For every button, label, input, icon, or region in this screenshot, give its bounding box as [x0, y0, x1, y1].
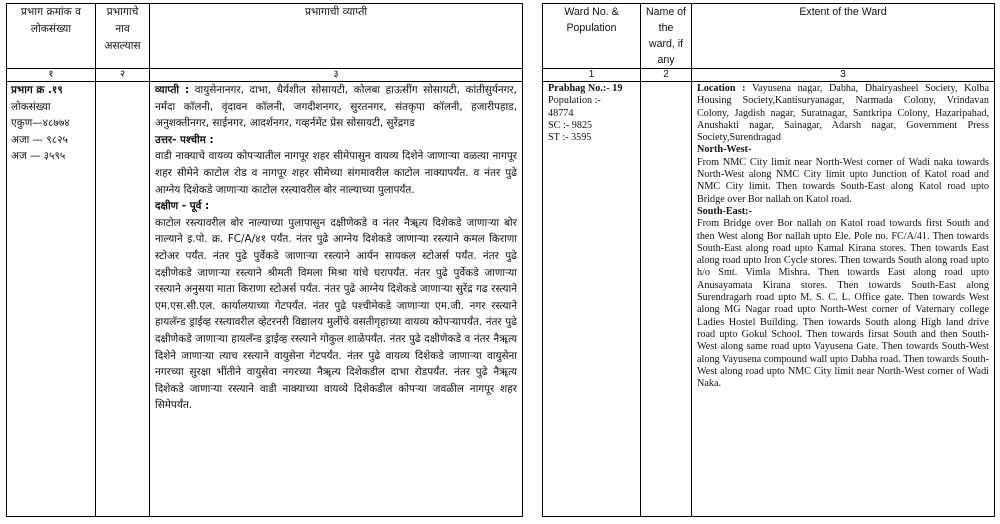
population-sc-mr: अजा — ९८२५	[11, 133, 68, 146]
col-number-1-en: 1	[543, 69, 641, 82]
extent-label-mr: व्याप्ती :	[155, 84, 190, 96]
population-st-mr: अज — ३५९५	[11, 150, 66, 163]
col-number-2-mr: २	[96, 69, 150, 82]
south-east-text-mr: काटोल रस्त्यावरील बोर नाल्याच्या पुलापासुन दक्षीणेकडे व नंतर नैॠत्य दिशेकडे जाणाऱ्या बोर नाल्याने इ.पो. क्र. FC/A/४१ पर्यंत. नंतर पुढे आग्नेय दिशेकडे जाणाऱ्या रस्त्याने कमल किराणा स्टोअर पर्यंत. नंतर पुढे पुर्वेकडे जाणाऱ्या रस्त्याने आर्यन सायकल स्टोअर्स पर्यंत. नंतर पुढे दक्षीणेकडे जाणाऱ्या रस्त्याने श्रीमती विमला मिश्रा यांचे घरापर्यंत. नंतर पुढे पुर्वेकडे जाणाऱ्या रस्त्याने अनुसया माता किराणा स्टोअर्स पर्यंत. नंतर पुढे आग्नेय दिशेकडे जाणाऱ्या सुरेंद्र गढ रस्त्याने एम.एस.सी.एल. कार्यालयाच्या गेटपर्यंत. नंतर पुढे पश्चीमेकडे जाणाऱ्या एम.जी. नगर रस्त्याने हायलॅन्ड ड्राईव्ह रस्त्यावरील व्हेटरनरी विद्यालय मुलींचे वसतीगृहाच्या वायव्य कोपऱ्यापर्यंत. नंतर पुढे दक्षीणेकडे जाणाऱ्या हायलॅन्ड ड्राईव्ह रस्त्याने गोकुल शाळेपर्यंत. नंतर पुढे दक्षीणेकडे व नंतर नैॠत्य दिशेने जाणाऱ्या त्याच रस्त्याने वायुसेना गेटपर्यंत. नंतर पुढे वायव्य दिशेकडे जाणाऱ्या वायुसेना नगरच्या सुरक्षा भींतीने वायुसेवा नगरच्या नैॠत्य दिशेकडील दाभा रोडपर्यंत. नंतर पुढे नैॠत्य दिशेकडे जाणाऱ्या रस्त्याने वाडी नाक्याच्या वायव्ये दिशेकडील कोपऱ्या जवळील नागपूर शहर सिमेपर्यंत.	[155, 216, 517, 412]
header-ward-name-mr: प्रभागाचे नाव असल्यास	[96, 4, 150, 69]
population-label-en: Population :-	[548, 95, 601, 107]
ward-info-mr	[7, 82, 96, 517]
spacer-cell	[523, 82, 543, 517]
north-west-text-en: From NMC City limit near North-West corner of Wadi naka towards North-West along NMC City limit upto Junction of Katol road and NMC City limit. Then towards South-East along Katol road upto Bridge over Bor nallah on Katol road.	[697, 156, 989, 205]
north-west-text-mr: वाडी नाक्याचे वायव्य कोपऱ्यातील नागपूर शहर सीमेपासुन वायव्य दिशेने जाणाऱ्या वळत्या नागपूर शहर सीमेने काटोल रोड व नागपूर शहर सीमेच्या संगमावरील काटोल नाक्यापर्यंत. व नंतर पुढे आग्नेय दिशेकडे जाणाऱ्या काटोल रस्त्यावरील बोर नाल्याच्या पुलापर्यंत.	[155, 150, 517, 196]
ward-19-row	[7, 82, 995, 517]
spacer-cell	[523, 69, 543, 82]
south-east-label-en: South-East:-	[697, 205, 752, 217]
col-number-3-en: 3	[692, 69, 995, 82]
header-ward-name-en: Name of the ward, if any	[641, 4, 692, 69]
ward-number-en: Prabhag No.:- 19	[548, 83, 623, 94]
ward-name-en	[641, 82, 692, 517]
extent-text-mr: वायुसेनानगर, दाभा, धैर्यशील सोसायटी, कोलबा हाऊसींग सोसायटी, कांतीसुर्यनगर, नर्मदा कॉलनी, वृंदावन कॉलनी, जगदीशनगर, सुरतनगर, संतकृपा कॉलनी, हजारीपहाड, अनुशक्तीनगर, साईनगर, आदर्शनगर, गव्हर्नमेंट प्रेस सोसायटी, सुरेंद्रगड	[155, 84, 517, 130]
ward-extent-mr	[150, 82, 523, 517]
spacer-cell	[523, 4, 543, 69]
population-label-mr: लोकसंख्या	[11, 100, 51, 113]
north-west-label-en: North-West-	[697, 144, 752, 156]
column-number-row	[7, 69, 995, 82]
header-ward-number-en: Ward No. & Population	[543, 4, 641, 69]
location-label-en: Location :	[697, 83, 746, 94]
population-total-mr: एकुण—४८७७४	[11, 117, 70, 130]
north-west-label-mr: उत्तर- पश्चीम :	[155, 133, 214, 146]
population-sc-en: SC :- 9825	[548, 119, 593, 131]
population-st-en: ST :- 3595	[548, 132, 592, 144]
col-number-1-mr: १	[7, 69, 96, 82]
south-east-label-mr: दक्षीण - पूर्व :	[155, 200, 210, 213]
ward-extent-table	[6, 3, 995, 517]
header-row	[7, 4, 995, 69]
header-extent-mr: प्रभागाची व्याप्ती	[150, 4, 523, 69]
col-number-2-en: 2	[641, 69, 692, 82]
location-text-en: Vayusena nagar, Dabha, Dhairyasheel Society, Kolba Housing Society,Kantisuryanagar, Narmada Colony, Vrindavan Colony, Jagdish nagar, Suratnagar, Santkripa Colony, Hazaripahad, Anushakti nagar, Sainagar, Adarsh nagar, Government Press Society,Surendragad	[697, 83, 989, 144]
header-ward-number-mr: प्रभाग क्रमांक व लोकसंख्या	[7, 4, 96, 69]
ward-title-mr: प्रभाग क्र .१९	[11, 84, 63, 96]
header-extent-en: Extent of the Ward	[692, 4, 995, 69]
population-total-en: 48774	[548, 107, 574, 119]
ward-extent-en	[692, 82, 995, 517]
ward-info-en	[543, 82, 641, 517]
south-east-text-en: From Bridge over Bor nallah on Katol road towards first South and then West along Bor nallah upto Ele. Pole no. FC/A/41. Then towards South-East along road upto Kamal Kirana stores. Then towards East along road upto Iron Cycle stores. Then towards South along road upto h/o Smt. Vimla Mishra. Then towards East along road upto Anusayamata Kirana stores. Then towards South-East along Surendragarh road upto M. S. C. L. Office gate. Then towards West along MG Nagar road upto North-West corner of Vaternary college Ladies Hostel Building. Then towards South along High land drive road upto Gokul School. Then towards firsat South and then South-West along same road upto Vayusena Gate. Then towards South-West along Vayusena compound wall upto Dabha road. Then towards South-West along road upto NMC City limit near North-West corner of Wadi Naka.	[697, 218, 989, 390]
col-number-3-mr: ३	[150, 69, 523, 82]
ward-name-mr	[96, 82, 150, 517]
